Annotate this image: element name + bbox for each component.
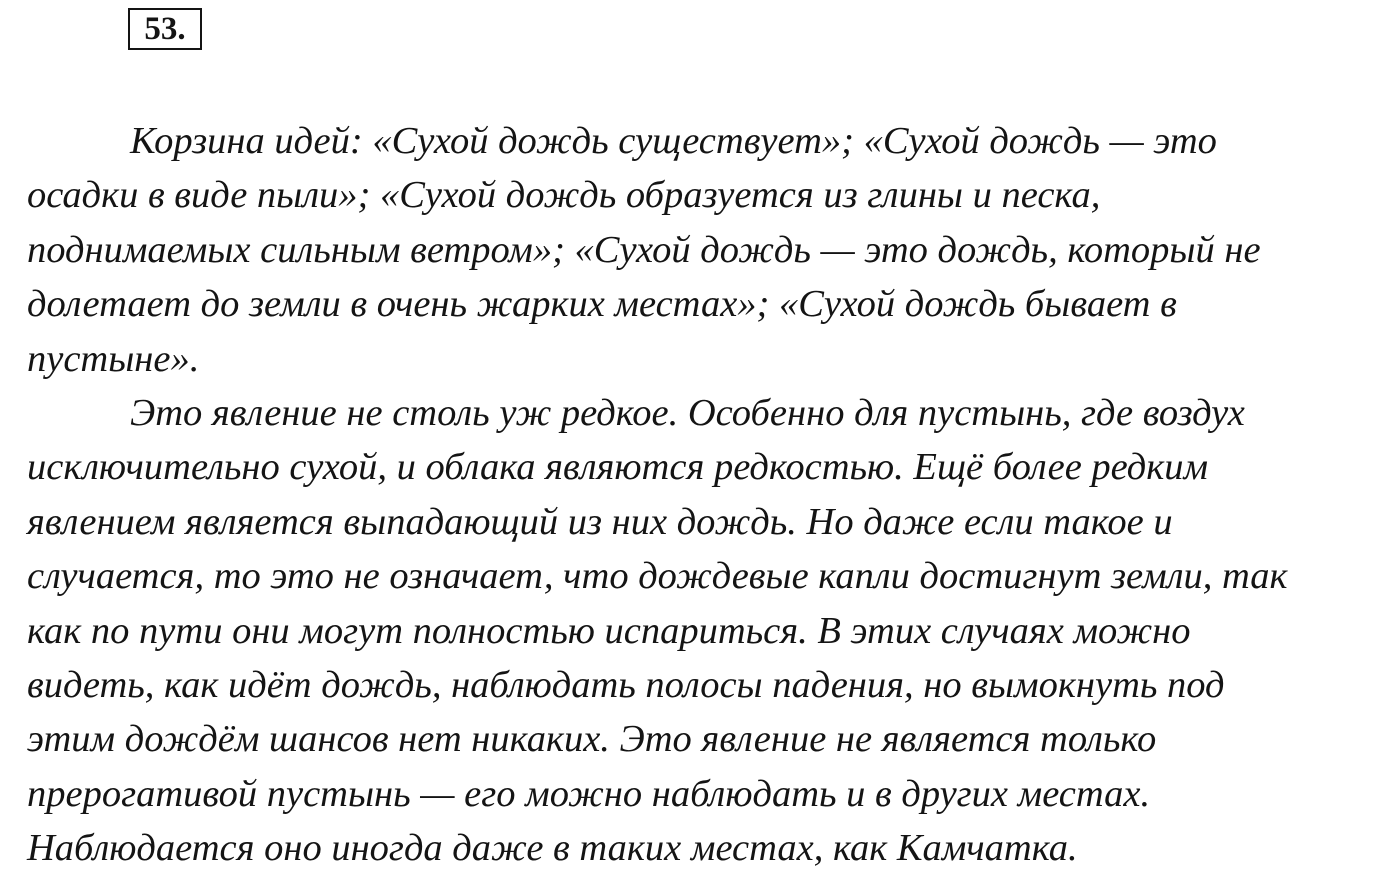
task-number: 53. [144,11,186,47]
text-line: прерогативой пустынь — его можно наблюдать и в других местах. [27,772,1151,815]
task-number-box [128,8,202,50]
text-line: случается, то это не означает, что дождевые капли достигнут земли, так [27,555,1288,598]
text-line: Корзина идей: «Сухой дождь существует»; «Сухой дождь — это [130,120,1217,162]
text-line: как по пути они могут полностью испариться. В этих случаях можно [27,609,1191,652]
text-line: осадки в виде пыли»; «Сухой дождь образуется из глины и песка, [27,174,1101,217]
text-line: Наблюдается оно иногда даже в таких местах, как Камчатка. [27,827,1078,870]
text-line: Это явление не столь уж редкое. Особенно для пустынь, где воздух [130,391,1245,434]
paragraph-idea-basket [27,114,1379,386]
text-line: этим дождём шансов нет никаких. Это явление не является только [27,718,1157,761]
text-line: долетает до земли в очень жарких местах»; «Сухой дождь бывает в [27,283,1177,326]
text-line: пустыне». [27,337,200,380]
text-line: явлением является выпадающий из них дождь. Но даже если такое и [27,500,1173,543]
paragraph-explanation [27,386,1379,876]
text-line: видеть, как идёт дождь, наблюдать полосы падения, но вымокнуть под [27,663,1225,706]
text-line: исключительно сухой, и облака являются редкостью. Ещё более редким [27,446,1209,489]
text-line: поднимаемых сильным ветром»; «Сухой дождь — это дождь, который не [27,228,1261,271]
answer-text [27,114,1379,875]
